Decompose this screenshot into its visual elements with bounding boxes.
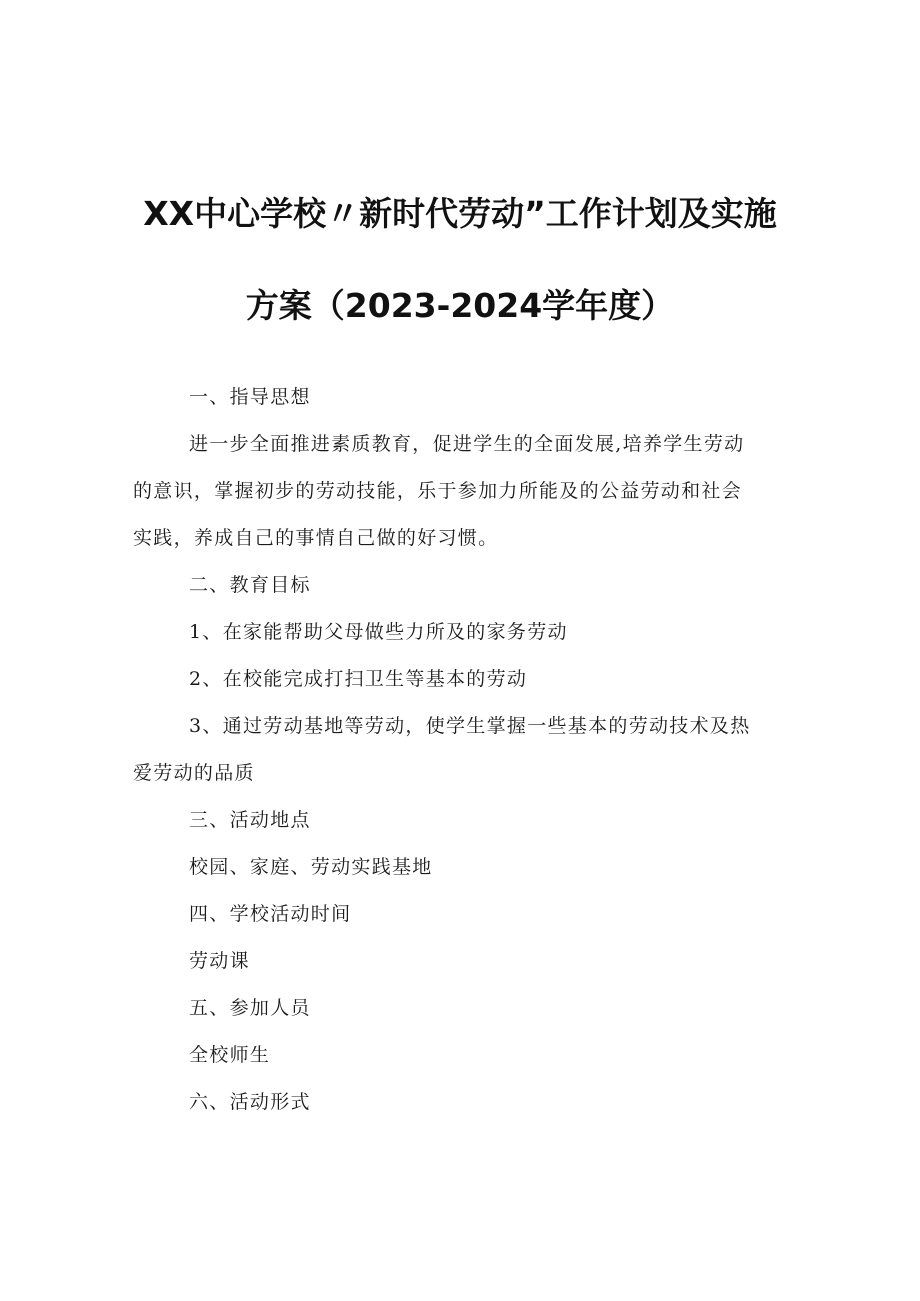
paragraph-line: 进一步全面推进素质教育，促进学生的全面发展,培养学生劳动 <box>189 433 745 455</box>
document-title-line-1: XX中心学校〃新时代劳动”工作计划及实施 <box>143 194 777 233</box>
paragraph-line: 实践，养成自己的事情自己做的好习惯。 <box>133 527 499 549</box>
activity-location-text: 校园、家庭、劳动实践基地 <box>189 856 433 878</box>
paragraph-line: 的意识，掌握初步的劳动技能，乐于参加力所能及的公益劳动和社会 <box>133 480 743 502</box>
paragraph-guiding-ideology <box>133 421 793 562</box>
paragraph-line: 爱劳动的品质 <box>133 762 255 784</box>
goal-item-2: 2、在校能完成打扫卫生等基本的劳动 <box>189 668 528 690</box>
section-heading-activity-time: 四、学校活动时间 <box>189 903 352 925</box>
goal-item-3 <box>133 703 793 797</box>
section-heading-education-goals: 二、教育目标 <box>189 574 311 596</box>
paragraph-line: 3、通过劳动基地等劳动，使学生掌握一些基本的劳动技术及热 <box>189 715 751 737</box>
section-heading-activity-form: 六、活动形式 <box>189 1091 311 1113</box>
section-heading-participants: 五、参加人员 <box>189 997 311 1019</box>
goal-item-1: 1、在家能帮助父母做些力所及的家务劳动 <box>189 621 568 643</box>
activity-time-text: 劳动课 <box>189 950 250 972</box>
document-title-line-2: 方案（2023-2024学年度） <box>245 286 675 325</box>
section-heading-activity-location: 三、活动地点 <box>189 809 311 831</box>
document-body <box>133 374 793 1126</box>
section-heading-guiding-ideology: 一、指导思想 <box>189 386 311 408</box>
participants-text: 全校师生 <box>189 1044 271 1066</box>
